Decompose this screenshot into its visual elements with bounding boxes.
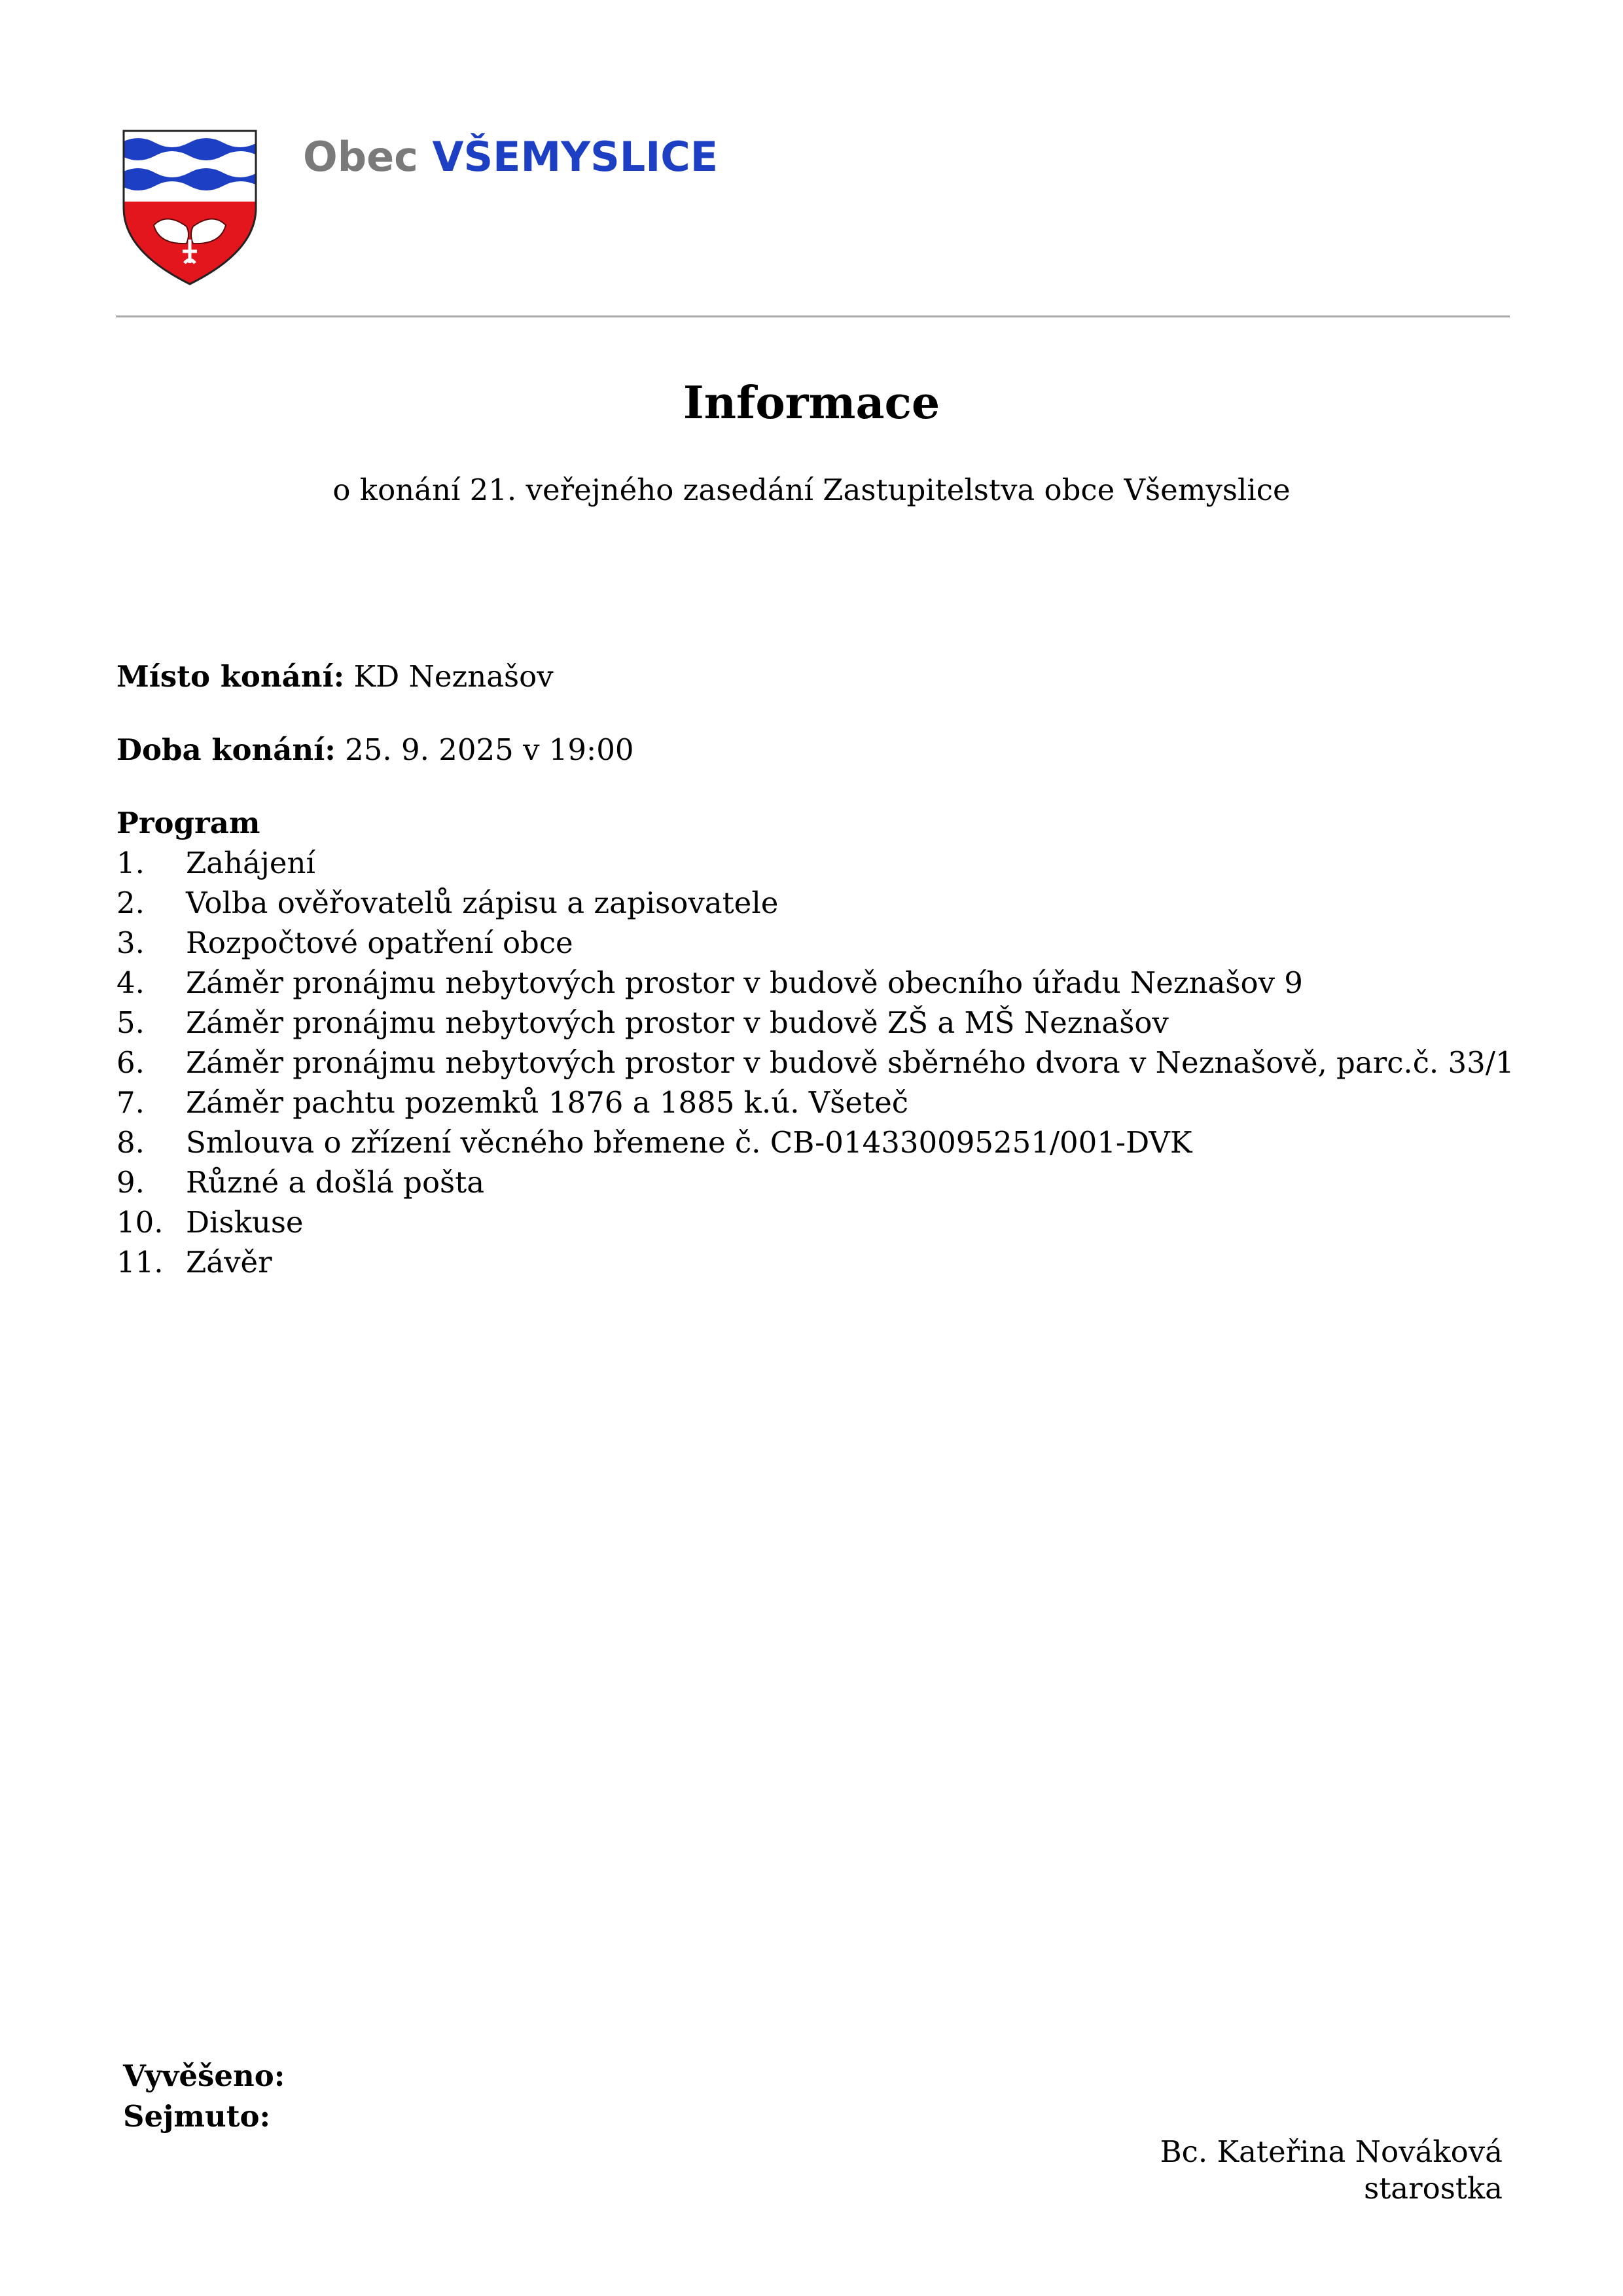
program-item-text: Záměr pronájmu nebytových prostor v budově sběrného dvora v Neznašově, parc.č. 33/1 bbox=[186, 1045, 1514, 1080]
program-item-number: 7. bbox=[116, 1085, 145, 1120]
program-item-number: 9. bbox=[116, 1165, 145, 1200]
program-item-text: Záměr pronájmu nebytových prostor v budově ZŠ a MŠ Neznašov bbox=[186, 1005, 1169, 1040]
meeting-time-label: Doba konání: bbox=[116, 732, 336, 767]
program-item bbox=[116, 1242, 1514, 1282]
program-item-number: 8. bbox=[116, 1125, 145, 1160]
program-item bbox=[116, 963, 1514, 1003]
program-item-text: Smlouva o zřízení věcného břemene č. CB-014330095251/001-DVK bbox=[186, 1125, 1192, 1160]
meeting-time bbox=[116, 730, 633, 770]
program-item bbox=[116, 1122, 1514, 1162]
program-item bbox=[116, 1003, 1514, 1043]
program-item-text: Diskuse bbox=[186, 1205, 304, 1240]
organization-title: VŠEMYSLICE bbox=[432, 133, 719, 181]
program-item-text: Záměr pachtu pozemků 1876 a 1885 k.ú. Všeteč bbox=[186, 1085, 908, 1120]
program-item-text: Volba ověřovatelů zápisu a zapisovatele bbox=[186, 886, 779, 920]
program-item-number: 1. bbox=[116, 846, 145, 880]
meeting-place bbox=[116, 657, 554, 696]
document-subtitle: o konání 21. veřejného zasedání Zastupitelstva obce Všemyslice bbox=[332, 473, 1291, 507]
program-item-number: 5. bbox=[116, 1005, 145, 1040]
program-item-text: Různé a došlá pošta bbox=[186, 1165, 485, 1200]
meeting-place-value: KD Neznašov bbox=[344, 659, 554, 694]
program-item-text: Zahájení bbox=[186, 846, 315, 880]
program-item-text: Rozpočtové opatření obce bbox=[186, 925, 573, 960]
removed-date-label: Sejmuto: bbox=[123, 2099, 271, 2134]
letterhead bbox=[121, 128, 1495, 292]
program-list bbox=[116, 843, 1514, 1282]
program-item bbox=[116, 1162, 1514, 1202]
program-item bbox=[116, 1043, 1514, 1083]
signature-block bbox=[1160, 2134, 1503, 2207]
program-item-number: 11. bbox=[116, 1245, 164, 1280]
program-item-text: Záměr pronájmu nebytových prostor v budově obecního úřadu Neznašov 9 bbox=[186, 965, 1303, 1000]
meeting-time-value: 25. 9. 2025 v 19:00 bbox=[335, 732, 634, 767]
program-item bbox=[116, 923, 1514, 963]
header-divider bbox=[116, 315, 1510, 317]
program-item-text: Závěr bbox=[186, 1245, 272, 1280]
program-item bbox=[116, 1202, 1514, 1242]
program-item-number: 10. bbox=[116, 1205, 164, 1240]
coat-of-arms-icon bbox=[121, 128, 259, 287]
signatory-name: Bc. Kateřina Nováková bbox=[1160, 2134, 1503, 2169]
organization-prefix: Obec bbox=[303, 133, 418, 181]
program-item bbox=[116, 883, 1514, 923]
program-item bbox=[116, 843, 1514, 883]
program-item bbox=[116, 1083, 1514, 1122]
program-item-number: 2. bbox=[116, 886, 145, 920]
program-item-number: 6. bbox=[116, 1045, 145, 1080]
document-title: Informace bbox=[683, 377, 940, 429]
program-heading: Program bbox=[116, 806, 260, 840]
program-item-number: 4. bbox=[116, 965, 145, 1000]
organization-name bbox=[303, 130, 718, 185]
posted-date-label: Vyvěšeno: bbox=[123, 2058, 285, 2093]
signatory-role: starostka bbox=[1364, 2171, 1503, 2206]
program-item-number: 3. bbox=[116, 925, 145, 960]
meeting-place-label: Místo konání: bbox=[116, 659, 345, 694]
